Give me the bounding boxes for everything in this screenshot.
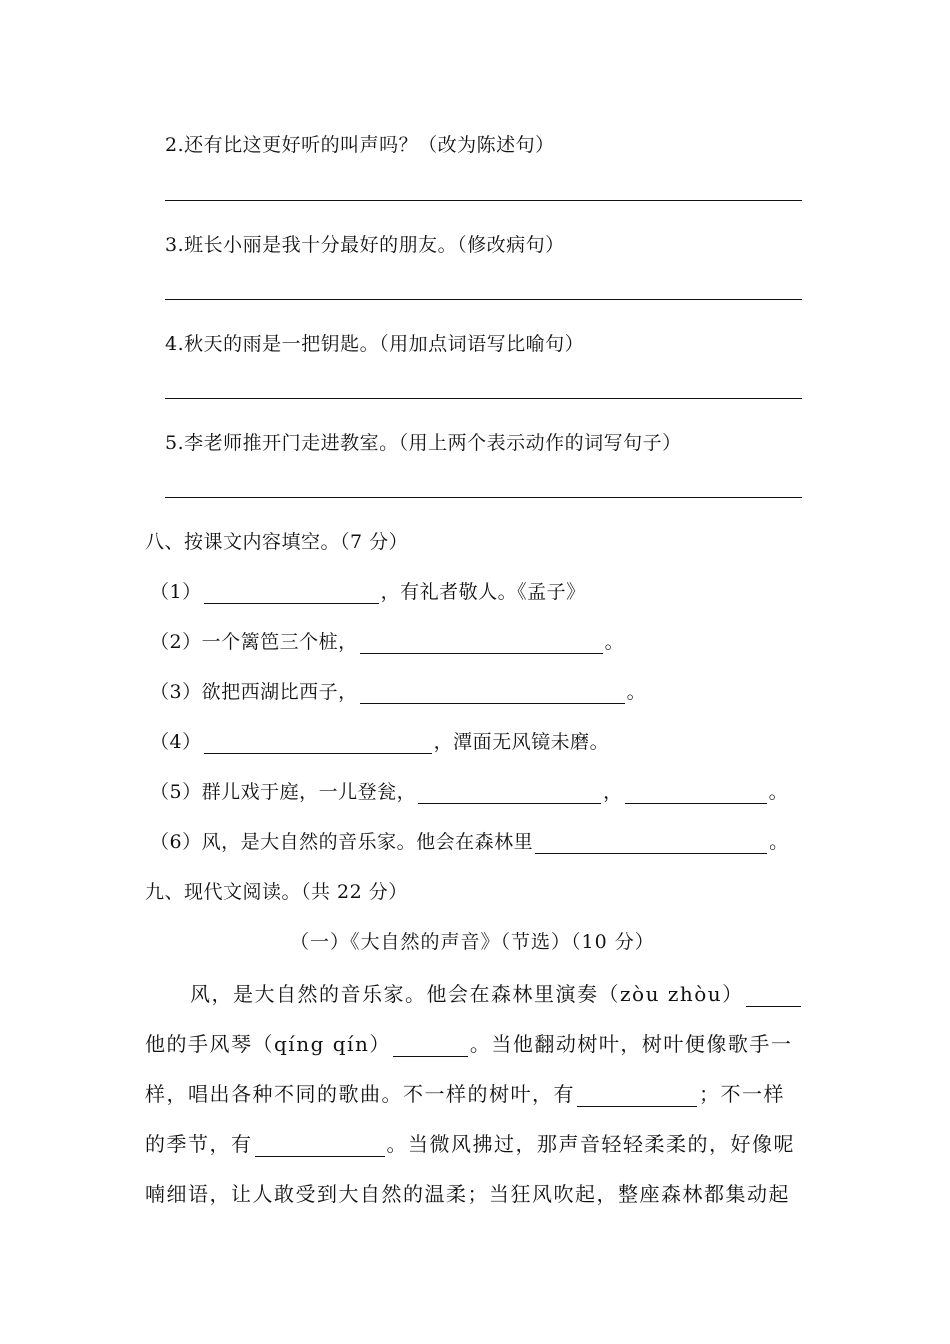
question-3: 3.班长小丽是我十分最好的朋友。（修改病句） [165, 234, 565, 256]
fill-item-1 [150, 577, 586, 604]
fill-item-3-prefix: （3）欲把西湖比西子， [150, 681, 358, 703]
fill-item-6-prefix: （6）风，是大自然的音乐家。他会在森林里 [150, 831, 534, 853]
fill-item-3 [150, 677, 646, 704]
fill-item-4 [150, 727, 609, 754]
question-2: 2.还有比这更好听的叫声吗？（改为陈述句） [165, 134, 555, 156]
fill-blank-3[interactable] [360, 684, 625, 704]
fill-item-6 [150, 827, 789, 854]
passage-blank-3[interactable] [577, 1087, 697, 1107]
answer-line-3[interactable] [165, 299, 802, 300]
fill-item-2-prefix: （2）一个篱笆三个桩， [150, 631, 358, 653]
fill-item-2 [150, 627, 624, 654]
fill-item-1-prefix: （1） [150, 581, 202, 603]
passage-line-4-text-a: 的季节，有 [145, 1132, 253, 1156]
passage-line-5: 喃细语，让人敢受到大自然的温柔；当狂风吹起，整座森林都集动起 [145, 1182, 790, 1206]
reading-subtitle: （一）《大自然的声音》（节选）（10 分） [290, 931, 655, 953]
answer-line-4[interactable] [165, 398, 802, 399]
fill-item-5 [150, 777, 788, 804]
fill-blank-5a[interactable] [418, 784, 601, 804]
passage-line-4-text-b: 。当微风拂过，那声音轻轻柔柔的，好像呢 [386, 1132, 795, 1156]
fill-item-3-suffix: 。 [626, 681, 647, 703]
fill-item-1-text: ，有礼者敬人。《孟子》 [380, 581, 586, 603]
fill-item-5-prefix: （5）群儿戏于庭，一儿登瓮， [150, 781, 417, 803]
answer-line-5[interactable] [165, 497, 802, 498]
fill-item-6-suffix: 。 [769, 831, 789, 853]
section-9-title: 九、现代文阅读。（共 22 分） [145, 881, 408, 903]
fill-item-2-suffix: 。 [604, 631, 625, 653]
question-4: 4.秋天的雨是一把钥匙。（用加点词语写比喻句） [165, 333, 585, 355]
fill-item-5-suffix: 。 [768, 781, 789, 803]
section-8-title: 八、按课文内容填空。（7 分） [145, 531, 409, 553]
passage-line-2-text-b: 。当他翻动树叶，树叶便像歌手一 [469, 1032, 793, 1056]
passage-blank-4[interactable] [255, 1137, 385, 1157]
fill-blank-5b[interactable] [625, 784, 767, 804]
fill-item-5-middle: ， [603, 781, 623, 803]
passage-line-4 [145, 1128, 795, 1157]
passage-line-3-text-a: 样，唱出各种不同的歌曲。不一样的树叶，有 [145, 1082, 575, 1106]
passage-blank-2[interactable] [393, 1037, 468, 1057]
passage-line-3 [145, 1078, 785, 1107]
answer-line-2[interactable] [165, 200, 802, 201]
passage-line-1 [190, 978, 803, 1007]
fill-blank-1[interactable] [204, 584, 379, 604]
fill-item-4-prefix: （4） [150, 731, 202, 753]
question-5: 5.李老师推开门走进教室。（用上两个表示动作的词写句子） [165, 432, 682, 454]
fill-blank-2[interactable] [360, 634, 603, 654]
passage-line-2 [145, 1028, 792, 1057]
passage-line-2-text-a: 他的手风琴（qíng qín） [145, 1032, 391, 1056]
passage-blank-1[interactable] [746, 987, 801, 1007]
fill-blank-6[interactable] [535, 834, 767, 854]
passage-line-1-text: 风，是大自然的音乐家。他会在森林里演奏（zòu zhòu） [190, 982, 744, 1006]
fill-item-4-suffix: ，潭面无风镜未磨。 [433, 731, 610, 753]
passage-line-3-text-b: ；不一样 [699, 1082, 785, 1106]
fill-blank-4[interactable] [204, 734, 432, 754]
